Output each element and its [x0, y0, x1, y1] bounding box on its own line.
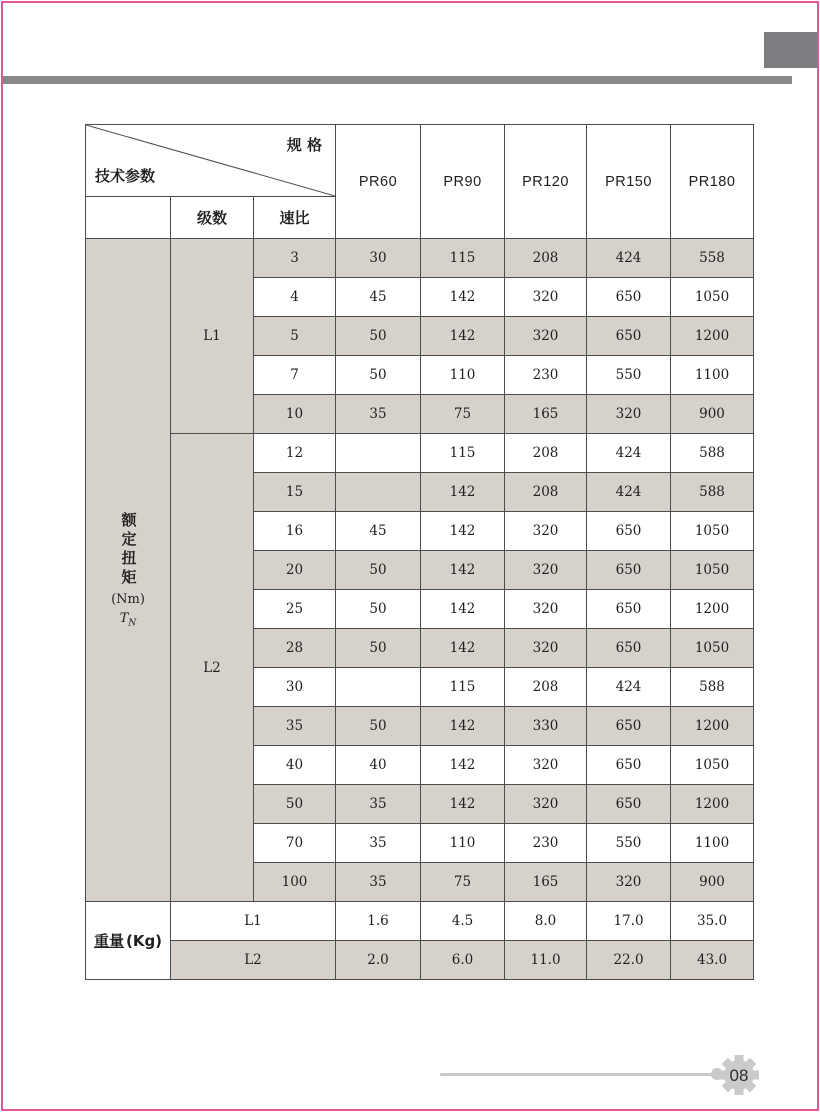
torque-value-cell: [336, 434, 421, 473]
torque-value-cell: 1200: [671, 785, 754, 824]
torque-value-cell: 320: [505, 512, 587, 551]
ratio-cell: 40: [254, 746, 336, 785]
torque-value-cell: 650: [587, 551, 671, 590]
torque-value-cell: 650: [587, 746, 671, 785]
stage-group-cell: L2: [171, 434, 254, 902]
gear-icon: [716, 1052, 762, 1098]
torque-value-cell: 30: [336, 239, 421, 278]
torque-value-cell: 208: [505, 473, 587, 512]
ratio-cell: 4: [254, 278, 336, 317]
weight-label-cell: [86, 902, 171, 980]
torque-unit-label: (Nm): [111, 591, 145, 607]
torque-value-cell: 650: [587, 278, 671, 317]
torque-value-cell: 142: [421, 551, 505, 590]
torque-value-cell: 320: [505, 746, 587, 785]
torque-value-cell: 424: [587, 239, 671, 278]
torque-value-cell: 50: [336, 317, 421, 356]
torque-value-cell: 550: [587, 356, 671, 395]
torque-value-cell: 424: [587, 668, 671, 707]
torque-value-cell: 208: [505, 434, 587, 473]
torque-value-cell: 900: [671, 863, 754, 902]
torque-vertical-text: 额定扭矩: [119, 511, 138, 588]
torque-value-cell: 588: [671, 668, 754, 707]
weight-unit-label: (Kg): [125, 932, 163, 950]
model-header-pr180: PR180: [671, 125, 754, 239]
weight-value-cell: 22.0: [587, 941, 671, 980]
torque-value-cell: 142: [421, 707, 505, 746]
spec-corner-label: 规 格: [286, 136, 323, 154]
torque-value-cell: 650: [587, 512, 671, 551]
model-header-pr60: PR60: [336, 125, 421, 239]
weight-value-cell: 11.0: [505, 941, 587, 980]
torque-value-cell: 165: [505, 395, 587, 434]
torque-value-cell: 35: [336, 395, 421, 434]
weight-value-cell: 17.0: [587, 902, 671, 941]
ratio-cell: 20: [254, 551, 336, 590]
torque-value-cell: 142: [421, 317, 505, 356]
torque-value-cell: 1200: [671, 317, 754, 356]
weight-value-cell: 4.5: [421, 902, 505, 941]
torque-value-cell: 1050: [671, 278, 754, 317]
ratio-cell: 50: [254, 785, 336, 824]
weight-stage-cell: L2: [171, 941, 336, 980]
torque-value-cell: [336, 473, 421, 512]
torque-value-cell: 320: [505, 629, 587, 668]
torque-value-cell: 115: [421, 668, 505, 707]
weight-value-cell: 35.0: [671, 902, 754, 941]
model-header-pr150: PR150: [587, 125, 671, 239]
torque-value-cell: 45: [336, 278, 421, 317]
ratio-cell: 3: [254, 239, 336, 278]
torque-value-cell: 230: [505, 824, 587, 863]
torque-value-cell: 75: [421, 863, 505, 902]
torque-value-cell: 142: [421, 590, 505, 629]
torque-value-cell: 35: [336, 785, 421, 824]
ratio-cell: 16: [254, 512, 336, 551]
torque-value-cell: 142: [421, 746, 505, 785]
ratio-cell: 35: [254, 707, 336, 746]
torque-value-cell: 1050: [671, 551, 754, 590]
empty-header-cell: [86, 197, 171, 239]
ratio-cell: 15: [254, 473, 336, 512]
torque-value-cell: 142: [421, 278, 505, 317]
torque-value-cell: 45: [336, 512, 421, 551]
torque-value-cell: 320: [587, 863, 671, 902]
torque-value-cell: 230: [505, 356, 587, 395]
stage-group-cell: L1: [171, 239, 254, 434]
torque-value-cell: 424: [587, 434, 671, 473]
torque-value-cell: 50: [336, 590, 421, 629]
torque-value-cell: 1050: [671, 512, 754, 551]
model-header-pr120: PR120: [505, 125, 587, 239]
weight-value-cell: 6.0: [421, 941, 505, 980]
torque-value-cell: 115: [421, 434, 505, 473]
param-corner-label: 技术参数: [95, 167, 156, 185]
weight-value-cell: 43.0: [671, 941, 754, 980]
ratio-cell: 25: [254, 590, 336, 629]
torque-value-cell: 320: [587, 395, 671, 434]
torque-value-cell: 320: [505, 785, 587, 824]
torque-symbol: $T_N$: [119, 610, 137, 629]
ratio-cell: 100: [254, 863, 336, 902]
torque-value-cell: 1050: [671, 629, 754, 668]
table-row: [86, 239, 754, 278]
spec-table-body: [86, 239, 754, 980]
torque-value-cell: 1100: [671, 824, 754, 863]
torque-value-cell: 208: [505, 668, 587, 707]
footer-rule-line: [440, 1073, 716, 1076]
ratio-header: 速比: [254, 197, 336, 239]
torque-value-cell: 142: [421, 512, 505, 551]
torque-value-cell: 50: [336, 356, 421, 395]
torque-value-cell: 320: [505, 317, 587, 356]
ratio-cell: 10: [254, 395, 336, 434]
torque-value-cell: 558: [671, 239, 754, 278]
torque-value-cell: 110: [421, 824, 505, 863]
torque-value-cell: 424: [587, 473, 671, 512]
torque-value-cell: 650: [587, 707, 671, 746]
torque-value-cell: 208: [505, 239, 587, 278]
torque-value-cell: 320: [505, 551, 587, 590]
ratio-cell: 5: [254, 317, 336, 356]
top-right-decoration-block: [764, 32, 817, 68]
model-header-pr90: PR90: [421, 125, 505, 239]
ratio-cell: 7: [254, 356, 336, 395]
weight-stage-cell: L1: [171, 902, 336, 941]
torque-value-cell: 142: [421, 473, 505, 512]
torque-value-cell: 50: [336, 551, 421, 590]
torque-value-cell: 142: [421, 629, 505, 668]
header-row-models: [86, 125, 754, 197]
torque-value-cell: 50: [336, 629, 421, 668]
torque-value-cell: 40: [336, 746, 421, 785]
table-row: [86, 434, 754, 473]
torque-value-cell: 320: [505, 590, 587, 629]
torque-value-cell: 320: [505, 278, 587, 317]
ratio-cell: 28: [254, 629, 336, 668]
torque-value-cell: 35: [336, 863, 421, 902]
torque-value-cell: 1200: [671, 707, 754, 746]
diagonal-header-cell: [86, 125, 336, 197]
page-number: 08: [729, 1066, 749, 1085]
torque-value-cell: 900: [671, 395, 754, 434]
torque-value-cell: 35: [336, 824, 421, 863]
top-divider-bar: [3, 76, 792, 84]
weight-row: [86, 941, 754, 980]
torque-value-cell: 1200: [671, 590, 754, 629]
ratio-cell: 70: [254, 824, 336, 863]
torque-label: [86, 512, 170, 629]
torque-value-cell: 650: [587, 590, 671, 629]
torque-value-cell: 110: [421, 356, 505, 395]
torque-value-cell: 115: [421, 239, 505, 278]
torque-value-cell: 588: [671, 434, 754, 473]
torque-value-cell: 650: [587, 629, 671, 668]
torque-value-cell: 165: [505, 863, 587, 902]
torque-value-cell: 1050: [671, 746, 754, 785]
torque-value-cell: 1100: [671, 356, 754, 395]
stage-header: 级数: [171, 197, 254, 239]
weight-value-cell: 1.6: [336, 902, 421, 941]
weight-label: 重量: [93, 932, 124, 950]
torque-label-cell: [86, 239, 171, 902]
spec-table: [85, 124, 754, 980]
torque-value-cell: 550: [587, 824, 671, 863]
weight-row: [86, 902, 754, 941]
torque-value-cell: 330: [505, 707, 587, 746]
torque-value-cell: 650: [587, 317, 671, 356]
torque-value-cell: 650: [587, 785, 671, 824]
torque-value-cell: [336, 668, 421, 707]
torque-value-cell: 588: [671, 473, 754, 512]
weight-value-cell: 8.0: [505, 902, 587, 941]
torque-value-cell: 142: [421, 785, 505, 824]
torque-value-cell: 75: [421, 395, 505, 434]
ratio-cell: 30: [254, 668, 336, 707]
weight-value-cell: 2.0: [336, 941, 421, 980]
ratio-cell: 12: [254, 434, 336, 473]
torque-value-cell: 50: [336, 707, 421, 746]
